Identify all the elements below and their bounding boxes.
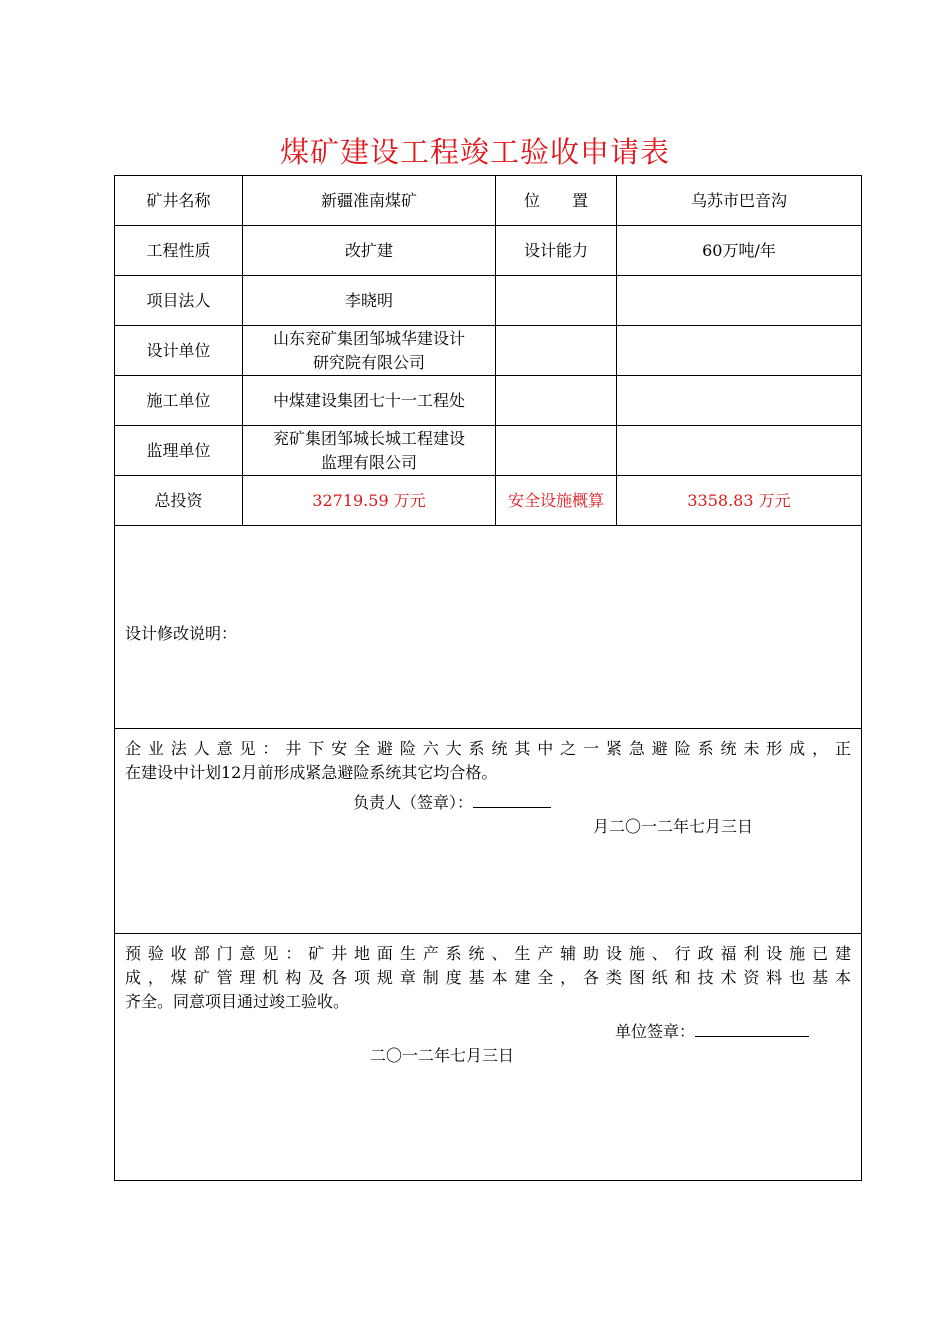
empty-cell xyxy=(496,326,617,376)
pre-acceptance-date: 二〇一二年七月三日 xyxy=(370,1046,515,1065)
mine-name-value: 新疆准南煤矿 xyxy=(243,176,496,226)
enterprise-sign-row xyxy=(125,785,851,815)
legal-person-value: 李晓明 xyxy=(243,276,496,326)
pre-acceptance-signature-line xyxy=(695,1014,809,1037)
design-change-label: 设计修改说明： xyxy=(125,624,238,643)
mine-name-label: 矿井名称 xyxy=(115,176,243,226)
nature-label: 工程性质 xyxy=(115,226,243,276)
safety-budget-label: 安全设施概算 xyxy=(496,476,617,526)
construction-unit-label: 施工单位 xyxy=(115,376,243,426)
legal-person-label: 项目法人 xyxy=(115,276,243,326)
nature-value: 改扩建 xyxy=(243,226,496,276)
pre-acceptance-line-2: 成，煤矿管理机构及各项规章制度基本建全，各类图纸和技术资料也基本 xyxy=(125,968,851,987)
pre-acceptance-sign-label: 单位签章： xyxy=(615,1022,696,1041)
design-change-section xyxy=(115,526,862,729)
empty-cell xyxy=(617,276,862,326)
location-label: 位 置 xyxy=(496,176,617,226)
pre-acceptance-line-3: 齐全。同意项目通过竣工验收。 xyxy=(125,992,350,1011)
supervision-unit-label: 监理单位 xyxy=(115,426,243,476)
empty-cell xyxy=(496,276,617,326)
application-form-table xyxy=(114,175,862,1181)
enterprise-opinion-line-1: 企业法人意见：井下安全避险六大系统其中之一紧急避险系统未形成，正 xyxy=(125,739,851,758)
row-construction-unit xyxy=(115,376,862,426)
enterprise-sign-label: 负责人（签章）： xyxy=(353,793,474,812)
row-enterprise-opinion xyxy=(115,729,862,934)
design-unit-value-line-2: 研究院有限公司 xyxy=(312,352,425,372)
investment-label: 总投资 xyxy=(115,476,243,526)
empty-cell xyxy=(617,426,862,476)
capacity-value: 60万吨/年 xyxy=(617,226,862,276)
form-title: 煤矿建设工程竣工验收申请表 xyxy=(279,135,670,169)
enterprise-opinion-line-2: 在建设中计划12月前形成紧急避险系统其它均合格。 xyxy=(125,763,498,782)
row-supervision-unit xyxy=(115,426,862,476)
enterprise-date: 月二〇一二年七月三日 xyxy=(593,817,754,836)
enterprise-opinion-section xyxy=(115,729,862,934)
design-unit-value xyxy=(243,326,496,376)
row-investment xyxy=(115,476,862,526)
supervision-unit-value xyxy=(243,426,496,476)
investment-value: 32719.59 万元 xyxy=(243,476,496,526)
supervision-unit-value-line-2: 监理有限公司 xyxy=(320,452,417,472)
empty-cell xyxy=(617,376,862,426)
row-design-unit xyxy=(115,326,862,376)
location-value: 乌苏市巴音沟 xyxy=(617,176,862,226)
row-mine-name xyxy=(115,176,862,226)
capacity-label: 设计能力 xyxy=(496,226,617,276)
pre-acceptance-sign-row xyxy=(125,1014,851,1044)
safety-budget-value: 3358.83 万元 xyxy=(617,476,862,526)
row-legal-person xyxy=(115,276,862,326)
empty-cell xyxy=(496,376,617,426)
enterprise-signature-line xyxy=(473,785,551,808)
pre-acceptance-opinion-section xyxy=(115,934,862,1181)
construction-unit-value: 中煤建设集团七十一工程处 xyxy=(243,376,496,426)
supervision-unit-value-line-1: 兖矿集团邹城长城工程建设 xyxy=(272,428,465,448)
pre-acceptance-line-1: 预验收部门意见：矿井地面生产系统、生产辅助设施、行政福利设施已建 xyxy=(125,944,851,963)
design-unit-label: 设计单位 xyxy=(115,326,243,376)
row-design-change xyxy=(115,526,862,729)
empty-cell xyxy=(496,426,617,476)
row-pre-acceptance-opinion xyxy=(115,934,862,1181)
row-nature xyxy=(115,226,862,276)
design-unit-value-line-1: 山东兖矿集团邹城华建设计 xyxy=(272,328,465,348)
empty-cell xyxy=(617,326,862,376)
